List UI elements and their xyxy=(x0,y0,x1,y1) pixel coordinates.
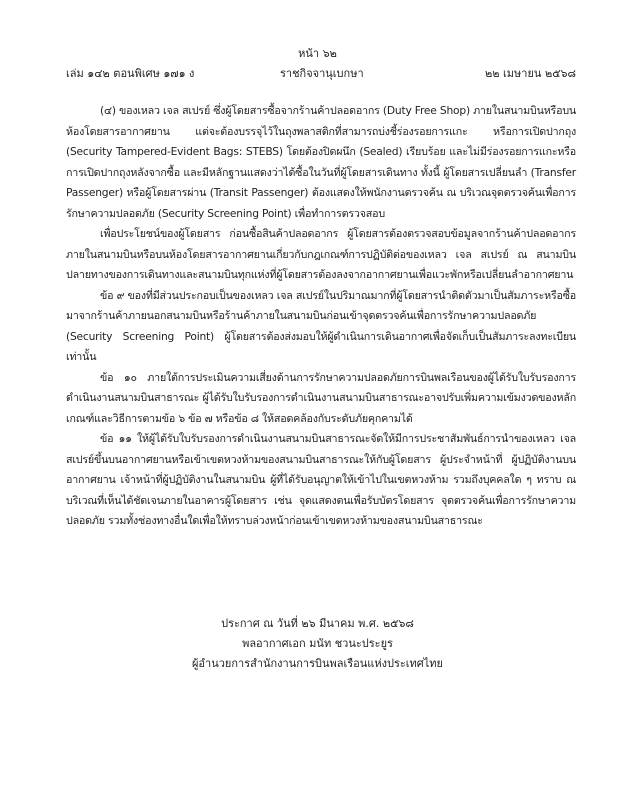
gazette-header xyxy=(66,64,576,80)
paragraph: ข้อ ๑๑ ให้ผู้ได้รับใบรับรองการดำเนินงานสนามบินสาธารณะจัดให้มีการประชาสัมพันธ์การนำของเหลว เจล สเปรย์ขึ้นบนอากาศยานหรือเข้าเขตหวงห้ามของสนามบินสาธารณะให้กับผู้โดยสาร ผู้ประจำหน้าที่ ผู้ปฏิบัติงานบนอากาศยาน เจ้าหน้าที่ผู้ปฏิบัติงานในสนามบิน ผู้ที่ได้รับอนุญาตให้เข้าไปในเขตหวงห้าม รวมถึงบุคคลใด ๆ ทราบ ณ บริเวณที่เห็นได้ชัดเจนภายในอาคารผู้โดยสาร เช่น จุดแสดงตนเพื่อรับบัตรโดยสาร จุดตรวจค้นเพื่อการรักษาความปลอดภัย รวมทั้งช่องทางอื่นใดเพื่อให้ทราบล่วงหน้าก่อนเข้าเขตหวงห้ามของสนามบินสาธารณะ xyxy=(66,432,576,527)
signature-block xyxy=(0,614,635,674)
announcement-date: ประกาศ ณ วันที่ ๒๖ มีนาคม พ.ศ. ๒๕๖๘ xyxy=(221,617,414,630)
paragraph: ข้อ ๙ ของที่มีส่วนประกอบเป็นของเหลว เจล สเปรย์ในปริมาณมากที่ผู้โดยสารนำติดตัวมาเป็นสัมภาระหรือซื้อมาจากร้านค้าภายนอกสนามบินหรือร้านค้าภายในสนามบินก่อนเข้าจุดตรวจค้นเพื่อการรักษาความปลอดภัย (Security Screening Point) ผู้โดยสารต้องส่งมอบให้ผู้ดำเนินการเดินอากาศเพื่อจัดเก็บเป็นสัมภาระลงทะเบียนเท่านั้น xyxy=(66,288,576,363)
signatory-name: พลอากาศเอก มนัท ชวนะประยูร xyxy=(242,637,393,650)
paragraph: ข้อ ๑๐ ภายใต้การประเมินความเสี่ยงด้านการรักษาความปลอดภัยการบินพลเรือนของผู้ได้รับใบรับรองการดำเนินงานสนามบินสาธารณะ ผู้ได้รับใบรับรองการดำเนินงานสนามบินสาธารณะอาจปรับเพิ่มความเข้มงวดของหลักเกณฑ์และวิธีการตามข้อ ๖ ข้อ ๗ หรือข้อ ๘ ให้สอดคล้องกับระดับภัยคุกคามได้ xyxy=(66,370,576,425)
publication-date: ๒๒ เมษายน ๒๕๖๘ xyxy=(485,67,576,80)
paragraph: (๔) ของเหลว เจล สเปรย์ ซึ่งผู้โดยสารซื้อจากร้านค้าปลอดอากร (Duty Free Shop) ภายในสนามบินหรือบนห้องโดยสารอากาศยาน แต่จะต้องบรรจุไว้ในถุงพลาสติกที่สามารถบ่งชี้ร่องรอยการแกะ หรือการเปิดปากถุง (Security Tampered-Evident Bags: STEBS) โดยต้องปิดผนึก (Sealed) เรียบร้อย และไม่มีร่องรอยการแกะหรือการเปิดปากถุงหลังจากซื้อ และมีหลักฐานแสดงว่าได้ซื้อในวันที่ผู้โดยสารเดินทาง ทั้งนี้ ผู้โดยสารเปลี่ยนลำ (Transfer Passenger) หรือผู้โดยสารผ่าน (Transit Passenger) ต้องแสดงให้พนักงานตรวจค้น ณ บริเวณจุดตรวจค้นเพื่อการรักษาความปลอดภัย (Security Screening Point) เพื่อทำการตรวจสอบ xyxy=(66,104,577,220)
signatory-title: ผู้อำนวยการสำนักงานการบินพลเรือนแห่งประเทศไทย xyxy=(191,657,444,670)
page-number: หน้า ๖๒ xyxy=(298,47,337,60)
paragraph: เพื่อประโยชน์ของผู้โดยสาร ก่อนซื้อสินค้าปลอดอากร ผู้โดยสารต้องตรวจสอบข้อมูลจากร้านค้าปลอดอากรภายในสนามบินหรือบนห้องโดยสารอากาศยานเกี่ยวกับกฎเกณฑ์การปฏิบัติต่อของเหลว เจล สเปรย์ ณ สนามบินปลายทางของการเดินทางและสนามบินทุกแห่งที่ผู้โดยสารต้องลงจากอากาศยานเพื่อแวะพักหรือเปลี่ยนลำอากาศยาน xyxy=(66,227,576,281)
document-body xyxy=(66,101,576,532)
gazette-name: ราชกิจจานุเบกษา xyxy=(280,67,364,80)
book-issue: เล่ม ๑๔๒ ตอนพิเศษ ๑๗๑ ง xyxy=(66,67,195,80)
